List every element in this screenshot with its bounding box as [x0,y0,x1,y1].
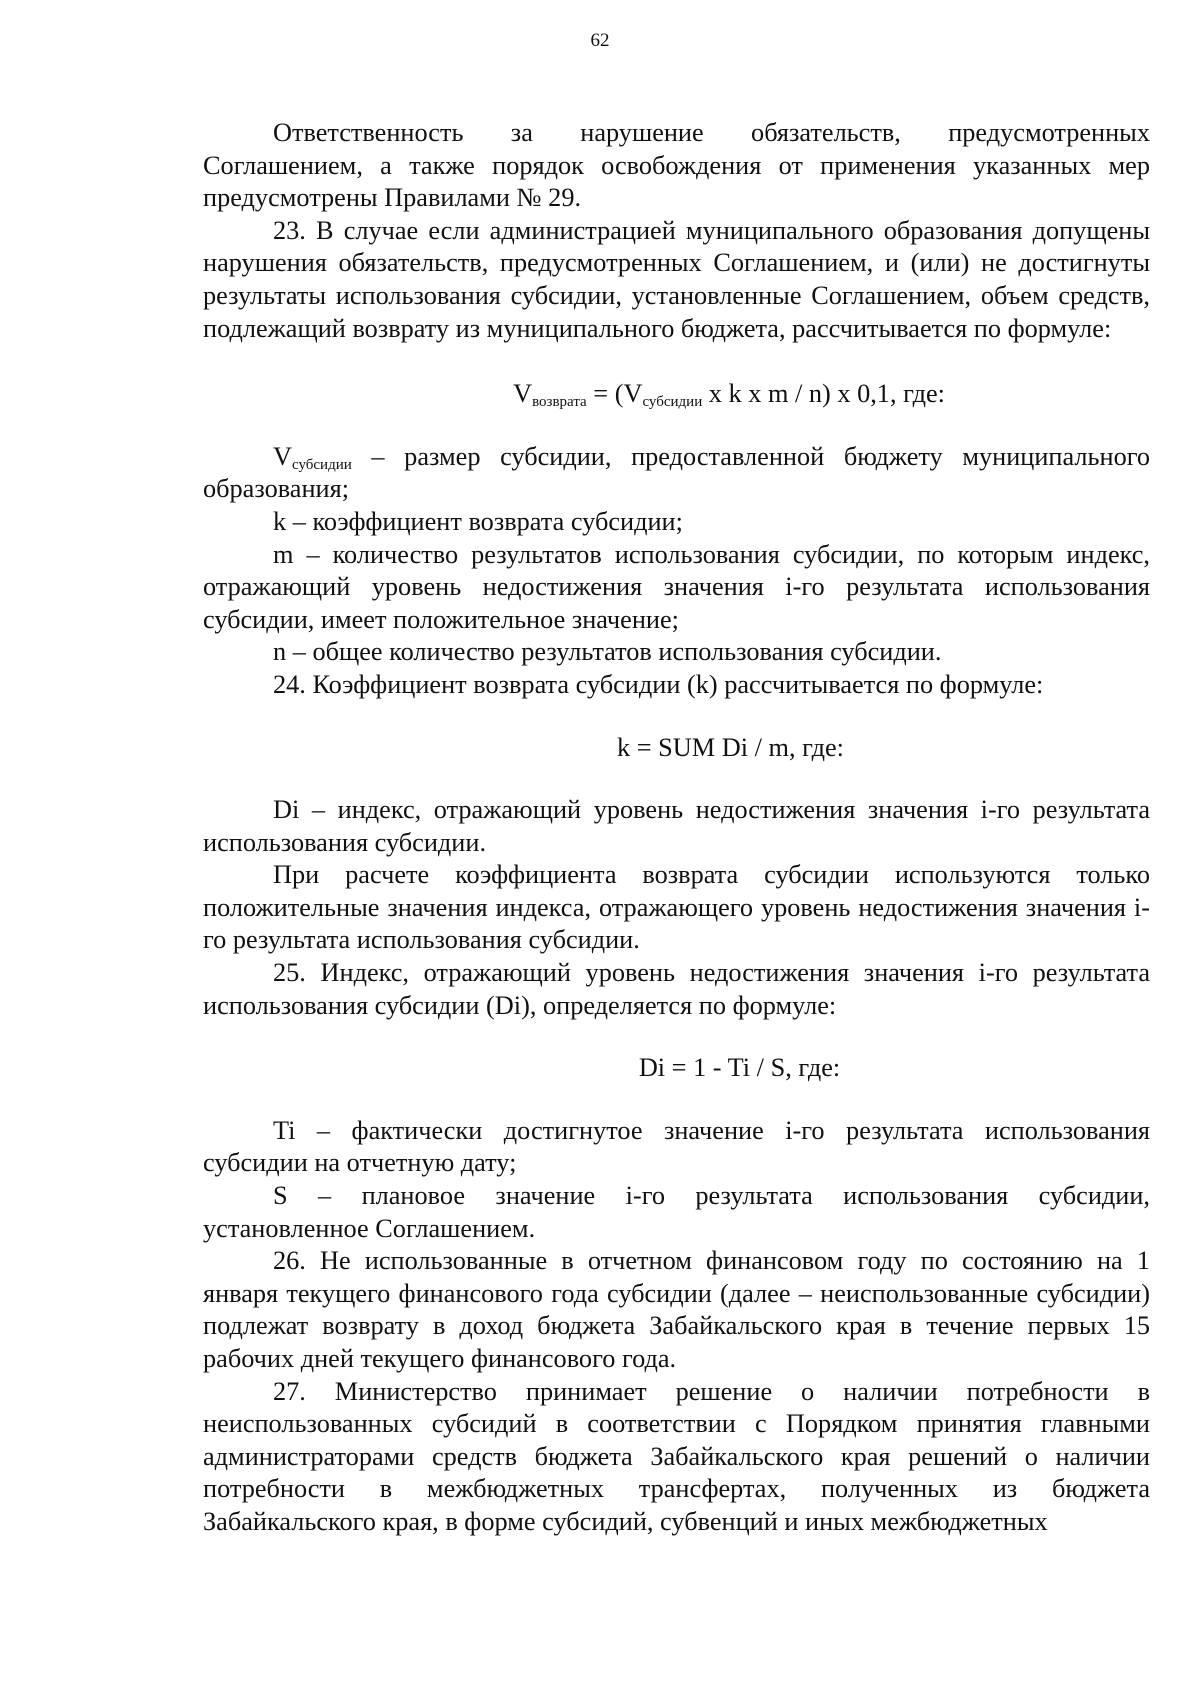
definition-m: m – количество результатов использования субсидии, по которым индекс, отражающий уровень недостижения значения i-го результата использования субсидии, имеет положительное значение; [203,539,1150,634]
definition-v-subsidy [203,441,1150,506]
definition-k: k – коэффициент возврата субсидии; [273,506,683,536]
definition-di: Di – индекс, отражающий уровень недостижения значения i-го результата использования субсидии. [203,795,1150,857]
definition-v-symbol: V [273,441,292,471]
paragraph-26: 26. Не использованные в отчетном финансовом году по состоянию на 1 января текущего финансового года субсидии (далее – неиспользованные субсидии) подлежат возврату в доход бюджета Забайкальского края в течение первых 15 рабочих дней текущего финансового года. [203,1246,1150,1373]
page-number: 62 [590,30,610,51]
paragraph-24: 24. Коэффициент возврата субсидии (k) рассчитывается по формуле: [273,669,1044,699]
definition-v-text: – размер субсидии, предоставленной бюджету муниципального образования; [203,441,1150,504]
formula-return-volume [203,378,1150,411]
formula-coefficient: k = SUM Di / m, где: [617,732,844,762]
formula-inner-subscript: субсидии [642,394,703,411]
paragraph-25: 25. Индекс, отражающий уровень недостижения значения i-го результата использования субсидии (Di), определяется по формуле: [203,958,1150,1020]
definition-n: n – общее количество результатов использования субсидии. [273,637,942,667]
document-body [203,117,1150,1539]
paragraph-responsibility: Ответственность за нарушение обязательств, предусмотренных Соглашением, а также порядок освобождения от применения указанных мер предусмотрены Правилами № 29. [203,118,1150,213]
formula-lhs-subscript: возврата [532,394,587,411]
formula-rest: x k x m / n) x 0,1, где: [702,379,945,409]
formula-index: Di = 1 - Ti / S, где: [638,1053,841,1083]
definition-v-subscript: субсидии [292,456,352,473]
paragraph-27: 27. Министерство принимает решение о наличии потребности в неиспользованных субсидий в соответствии с Порядком принятия главными администраторами средств бюджета Забайкальского края решений о наличии потребности в межбюджетных трансфертах, полученных из бюджета Забайкальского края, в форме субсидий, субвенций и иных межбюджетных [203,1376,1150,1536]
paragraph-calculation-note: При расчете коэффициента возврата субсидии используются только положительные значения индекса, отражающего уровень недостижения значения i-го результата использования субсидии. [203,860,1150,955]
definition-s: S – плановое значение i-го результата использования субсидии, установленное Соглашением. [203,1181,1150,1243]
formula-eq-open: = (V [586,379,643,409]
definition-ti: Ti – фактически достигнутое значение i-го результата использования субсидии на отчетную дату; [203,1115,1150,1178]
paragraph-23: 23. В случае если администрацией муниципального образования допущены нарушения обязательств, предусмотренных Соглашением, и (или) не достигнуты результаты использования субсидии, установленные Соглашением, объем средств, подлежащий возврату из муниципального бюджета, рассчитывается по формуле: [203,215,1150,343]
formula-lhs-symbol: V [513,379,533,409]
